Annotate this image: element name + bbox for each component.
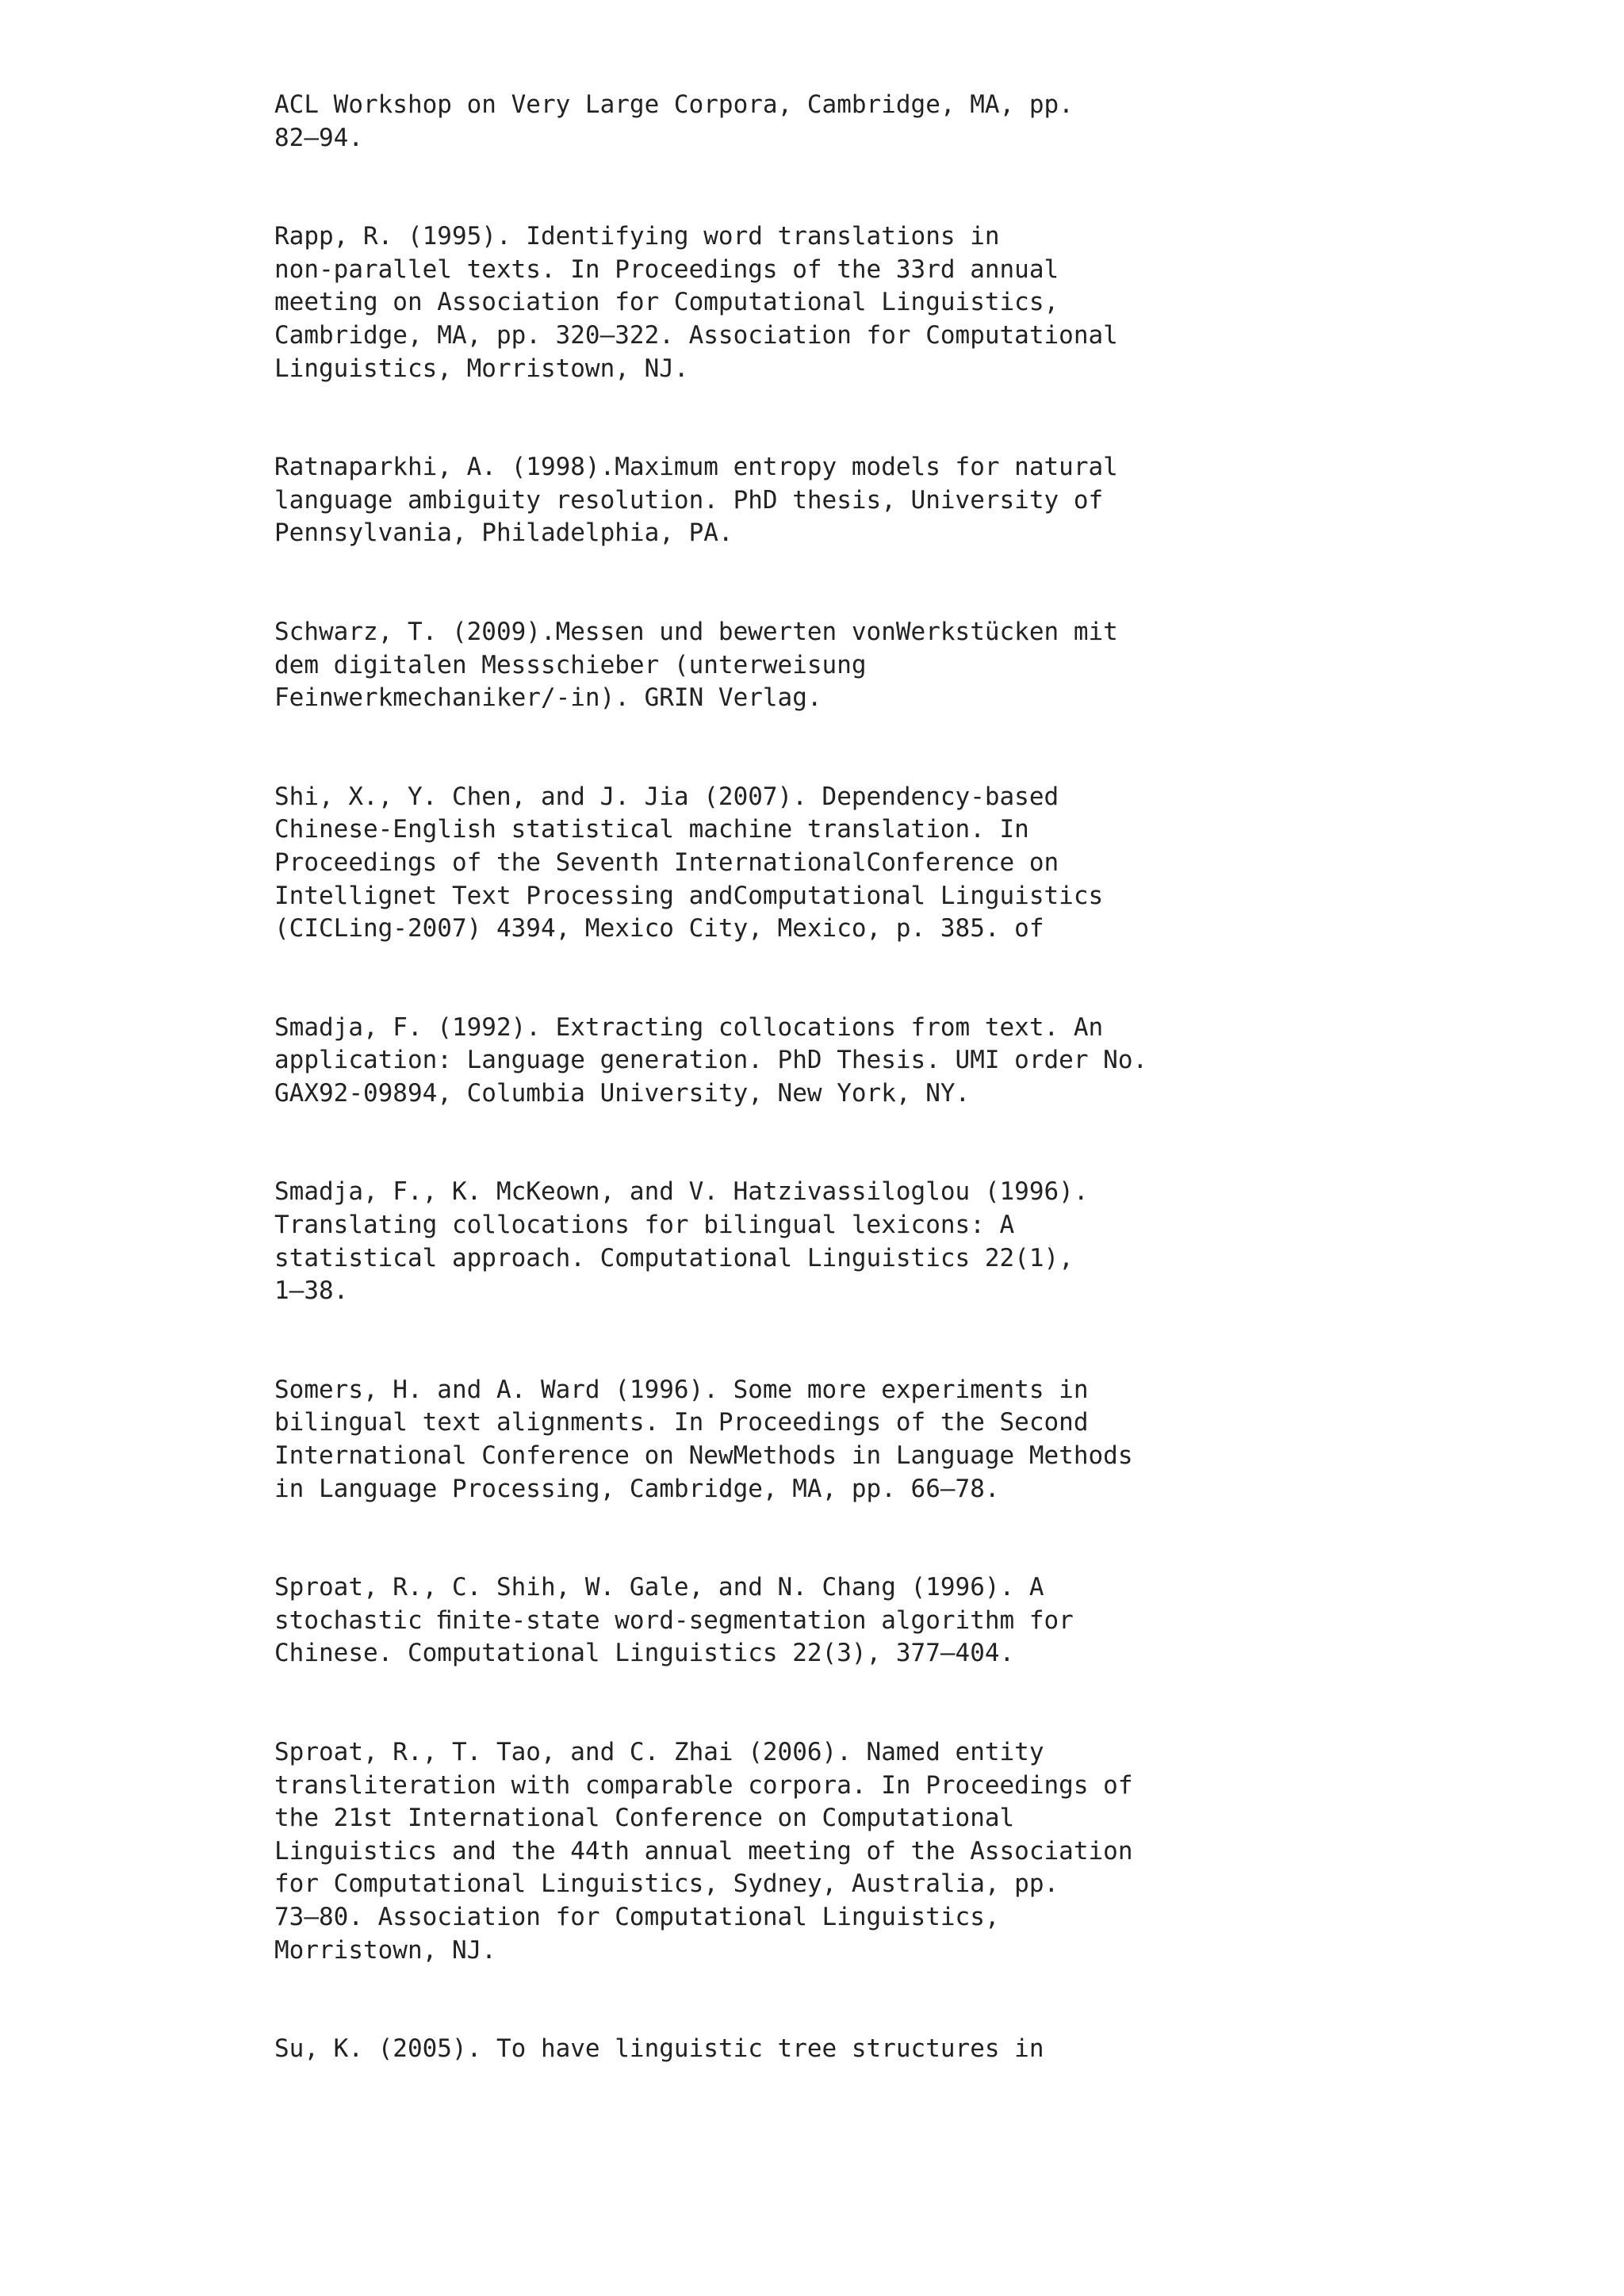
reference-entry-4 — [274, 781, 1448, 946]
reference-line: Intellignet Text Processing andComputational Linguistics — [274, 881, 1104, 910]
reference-line: dem digitalen Messschieber (unterweisung — [274, 650, 867, 679]
reference-line: Feinwerkmechaniker/-in). GRIN Verlag. — [274, 683, 822, 713]
reference-line: Ratnaparkhi, A. (1998).Maximum entropy models for natural — [274, 453, 1118, 482]
reference-line: Translating collocations for bilingual lexicons: A — [274, 1211, 1015, 1240]
reference-line: meeting on Association for Computational Linguistics, — [274, 288, 1059, 317]
reference-line: ACL Workshop on Very Large Corpora, Cambridge, MA, pp. — [274, 90, 1074, 119]
reference-line: Somers, H. and A. Ward (1996). Some more experiments in — [274, 1375, 1089, 1404]
reference-line: Su, K. (2005). To have linguistic tree structures in — [274, 2034, 1044, 2064]
reference-line: language ambiguity resolution. PhD thesis, University of — [274, 485, 1104, 515]
reference-line: Pennsylvania, Philadelphia, PA. — [274, 519, 733, 548]
reference-line: non-parallel texts. In Proceedings of the 33rd annual — [274, 254, 1059, 284]
reference-line: stochastic ﬁnite-state word-segmentation algorithm for — [274, 1605, 1074, 1635]
reference-line: 73–80. Association for Computational Linguistics, — [274, 1902, 1000, 1931]
reference-line: (CICLing-2007) 4394, Mexico City, Mexico, p. 385. of — [274, 914, 1044, 943]
reference-line: Shi, X., Y. Chen, and J. Jia (2007). Dependency-based — [274, 782, 1059, 811]
reference-line: Smadja, F. (1992). Extracting collocations from text. An — [274, 1012, 1104, 1042]
reference-line: Cambridge, MA, pp. 320–322. Association for Computational — [274, 320, 1118, 350]
reference-line: Morristown, NJ. — [274, 1935, 496, 1965]
reference-line: bilingual text alignments. In Proceedings of the Second — [274, 1408, 1089, 1437]
reference-line: the 21st International Conference on Computational — [274, 1804, 1015, 1833]
reference-entry-3 — [274, 616, 1448, 715]
reference-entry-2 — [274, 451, 1448, 550]
reference-line: transliteration with comparable corpora. In Proceedings of — [274, 1770, 1133, 1800]
reference-list — [274, 89, 1448, 2132]
reference-line: Chinese-English statistical machine translation. In — [274, 815, 1029, 844]
reference-line: 1–38. — [274, 1276, 349, 1306]
reference-line: Smadja, F., K. McKeown, and V. Hatzivassiloglou (1996). — [274, 1177, 1089, 1207]
reference-line: Rapp, R. (1995). Identifying word translations in — [274, 222, 1000, 251]
reference-entry-1 — [274, 220, 1448, 385]
reference-line: statistical approach. Computational Linguistics 22(1), — [274, 1243, 1074, 1272]
reference-line: Schwarz, T. (2009).Messen und bewerten vonWerkstücken mit — [274, 617, 1118, 646]
reference-entry-0 — [274, 89, 1448, 155]
reference-entry-10 — [274, 2033, 1448, 2066]
reference-line: Linguistics, Morristown, NJ. — [274, 354, 689, 383]
reference-line: in Language Processing, Cambridge, MA, pp. 66–78. — [274, 1474, 1000, 1503]
reference-entry-5 — [274, 1012, 1448, 1111]
reference-line: for Computational Linguistics, Sydney, Australia, pp. — [274, 1869, 1059, 1899]
reference-line: Sproat, R., C. Shih, W. Gale, and N. Chang (1996). A — [274, 1573, 1044, 1602]
reference-line: Sproat, R., T. Tao, and C. Zhai (2006). Named entity — [274, 1738, 1044, 1766]
reference-line: Linguistics and the 44th annual meeting of the Association — [274, 1836, 1133, 1866]
reference-line: application: Language generation. PhD Thesis. UMI order No. — [274, 1046, 1148, 1075]
reference-entry-9 — [274, 1736, 1448, 1967]
reference-entry-7 — [274, 1374, 1448, 1506]
reference-line: Chinese. Computational Linguistics 22(3), 377–404. — [274, 1639, 1015, 1668]
reference-entry-6 — [274, 1176, 1448, 1307]
reference-entry-8 — [274, 1571, 1448, 1670]
reference-line: GAX92-09894, Columbia University, New York, NY. — [274, 1078, 971, 1108]
reference-line: Proceedings of the Seventh InternationalConference on — [274, 848, 1059, 877]
reference-line: International Conference on NewMethods in Language Methods — [274, 1441, 1133, 1471]
reference-line: 82–94. — [274, 123, 363, 152]
